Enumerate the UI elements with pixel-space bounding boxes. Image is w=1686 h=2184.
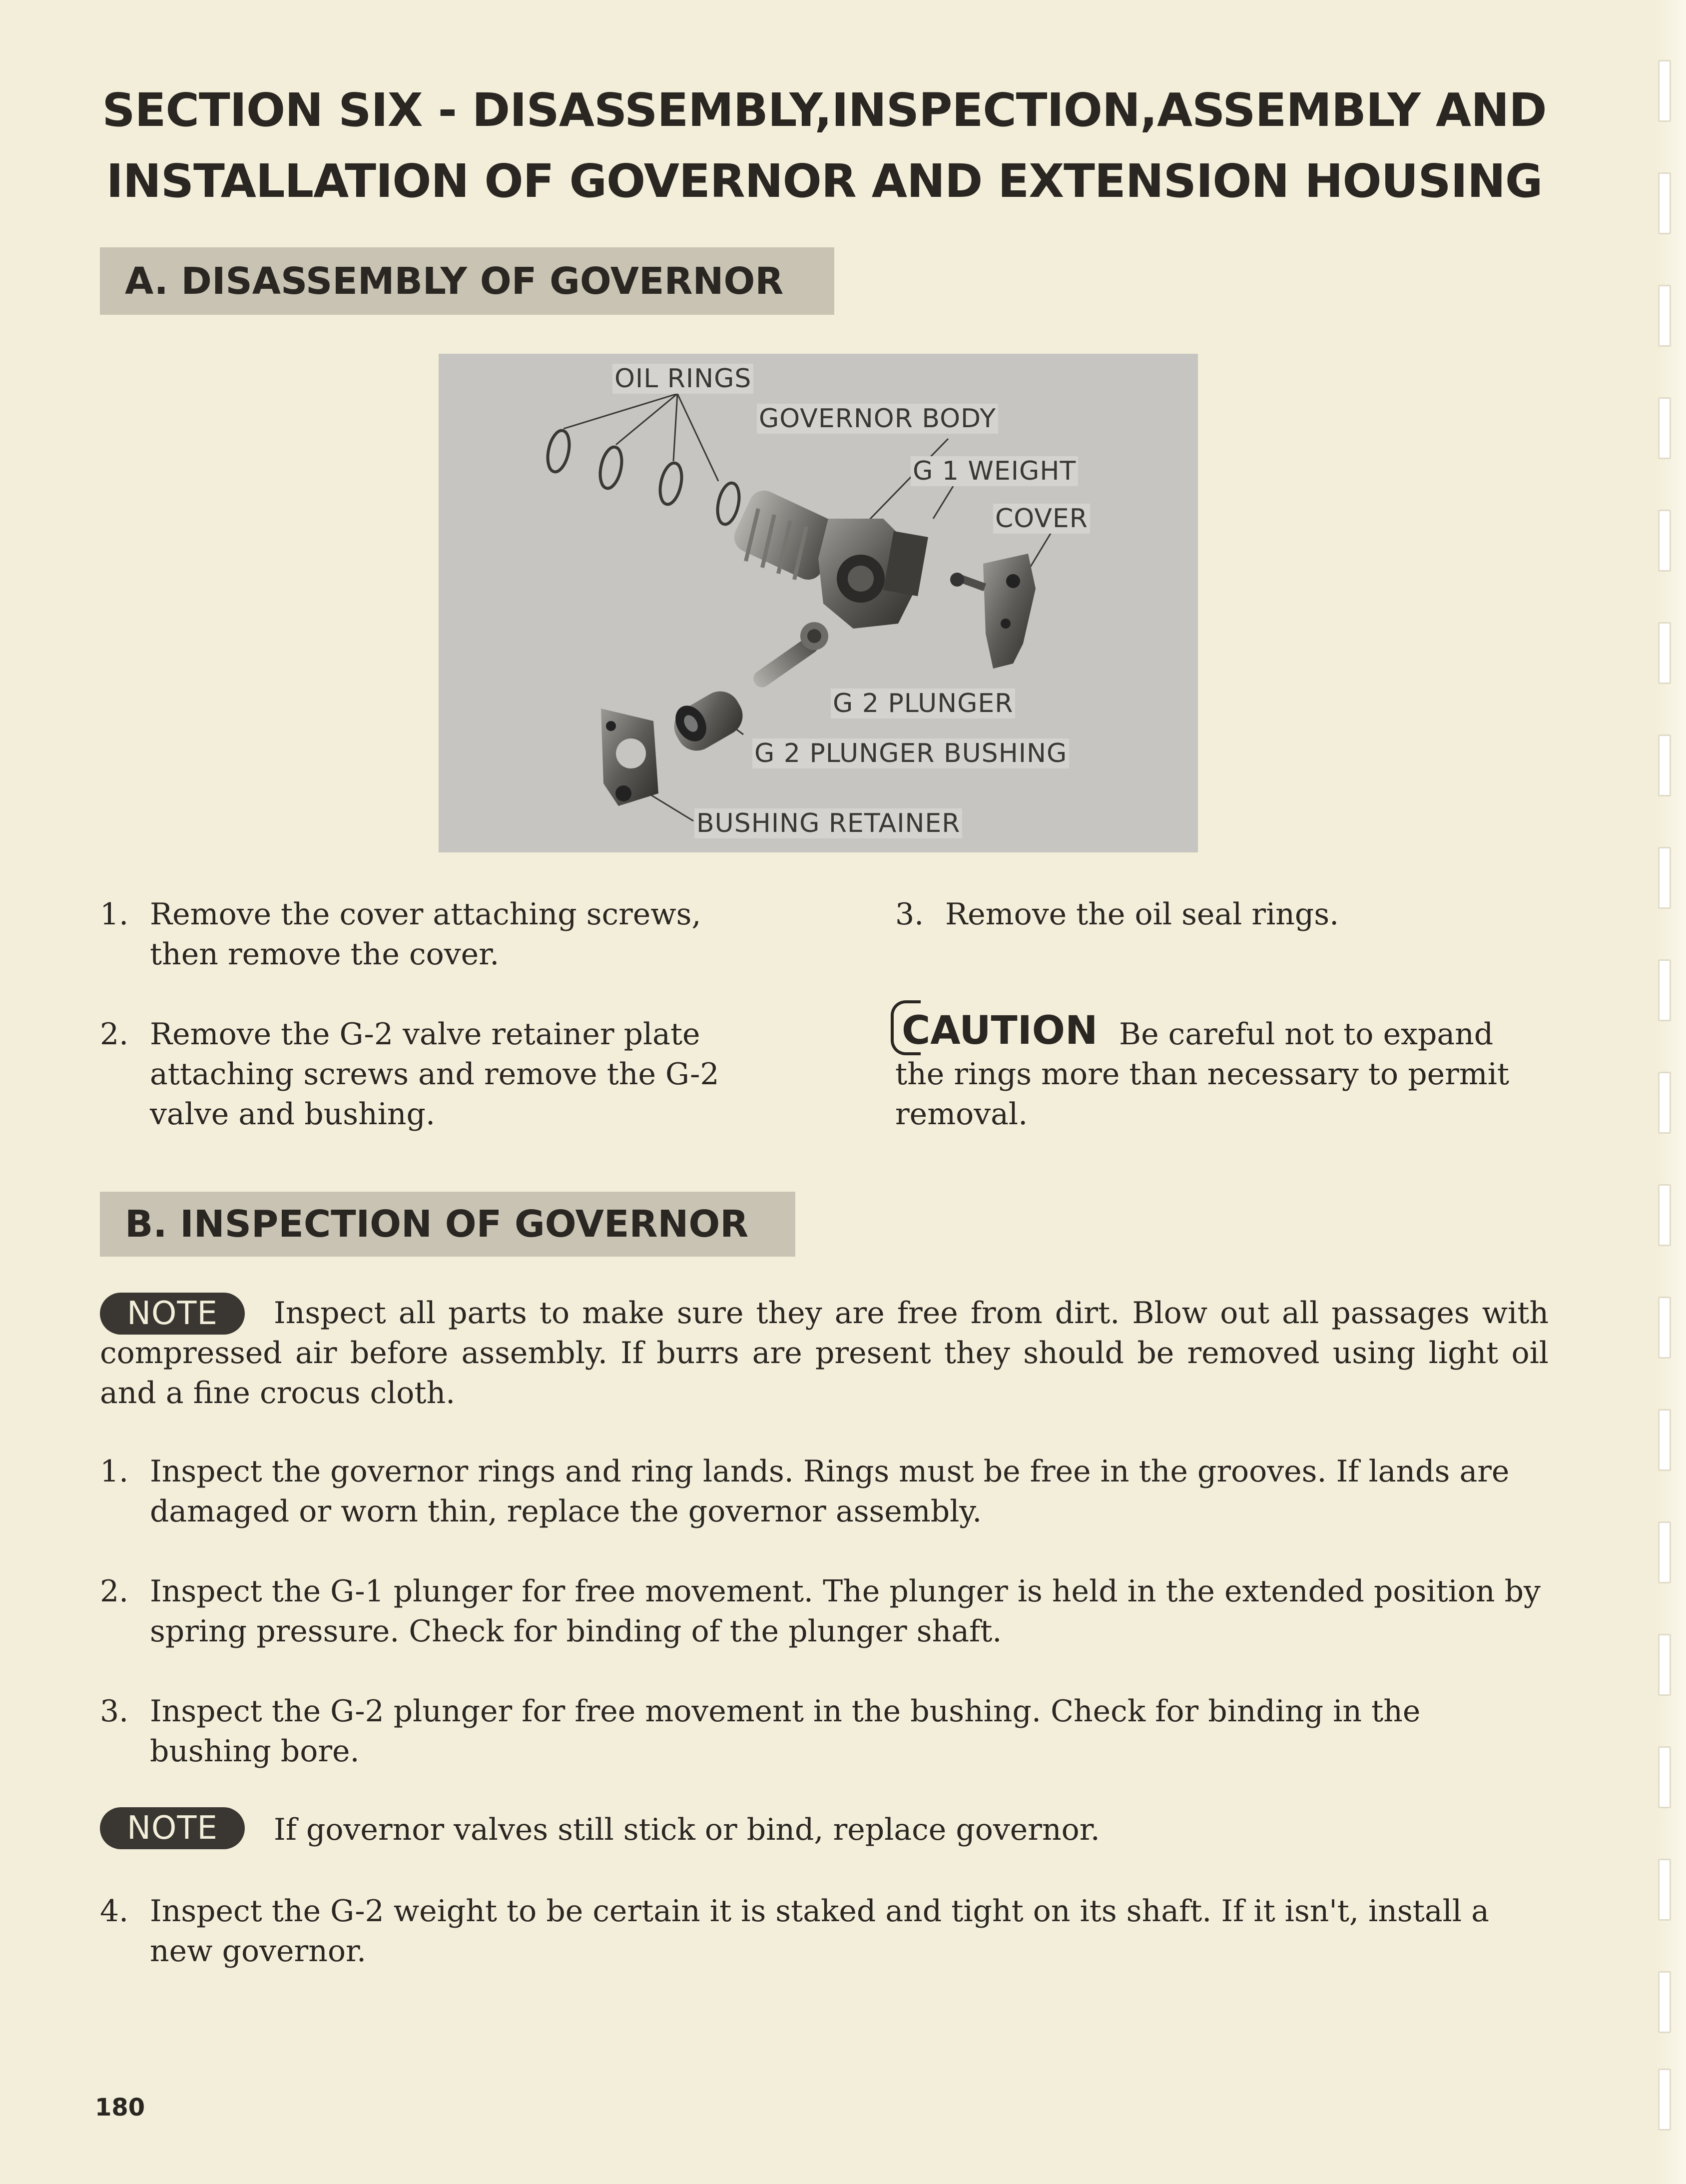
step-text: Remove the G-2 valve retainer plate attaching screws and remove the G-2 valve and bushing.	[150, 1017, 719, 1132]
label-g2-plunger-bushing: G 2 PLUNGER BUSHING	[752, 738, 1069, 768]
label-governor-body: GOVERNOR BODY	[757, 404, 998, 434]
binder-punch	[1658, 1072, 1671, 1134]
caution-text: Be careful not to expand the rings more than necessary to permit removal.	[895, 1017, 1510, 1132]
inspection-step-4	[100, 1891, 1549, 1971]
binder-punch	[1658, 1971, 1671, 2033]
caution-label-text: CAUTION	[902, 1008, 1098, 1053]
step-number: 2.	[100, 1017, 129, 1052]
step-number: 1.	[100, 1454, 129, 1489]
step-number: 4.	[100, 1894, 129, 1929]
binder-punch	[1658, 285, 1671, 347]
step-number: 2.	[100, 1574, 129, 1609]
binder-punch	[1658, 172, 1671, 234]
label-g2-plunger: G 2 PLUNGER	[831, 689, 1015, 719]
note-text-2: If governor valves still stick or bind, replace governor.	[274, 1812, 1100, 1847]
binder-punch	[1658, 1297, 1671, 1359]
disassembly-step-2	[100, 1014, 749, 1134]
page-title-line-2: INSTALLATION OF GOVERNOR AND EXTENSION HOUSING	[106, 154, 1543, 208]
step-text: Remove the cover attaching screws, then remove the cover.	[150, 897, 701, 972]
binder-punch	[1658, 734, 1671, 796]
binder-punch	[1658, 1634, 1671, 1696]
disassembly-step-1	[100, 894, 769, 974]
cover-part	[950, 554, 1036, 669]
inspection-step-2	[100, 1571, 1549, 1651]
step-number: 3.	[895, 897, 924, 932]
note-badge: NOTE	[100, 1293, 245, 1335]
binder-punch	[1658, 2069, 1671, 2131]
disassembly-step-3	[895, 894, 1545, 934]
inspection-step-3	[100, 1691, 1549, 1771]
label-cover: COVER	[993, 504, 1090, 534]
governor-exploded-photo	[439, 354, 1198, 852]
page-title-line-1: SECTION SIX - DISASSEMBLY,INSPECTION,ASSEMBLY AND	[102, 83, 1547, 137]
step-text: Inspect the G-1 plunger for free movement. The plunger is held in the extended position by spring pressure. Check for binding of the plunger shaft.	[150, 1574, 1541, 1649]
step-text: Inspect the governor rings and ring lands. Rings must be free in the grooves. If lands are damaged or worn thin, replace the governor assembly.	[150, 1454, 1510, 1529]
bushing-retainer-part	[601, 709, 658, 806]
label-oil-rings: OIL RINGS	[612, 364, 753, 394]
binder-punch	[1658, 622, 1671, 684]
step-number: 1.	[100, 897, 129, 932]
g2-plunger-part	[750, 622, 828, 691]
step-text: Inspect the G-2 plunger for free movement in the bushing. Check for binding in the bushing bore.	[150, 1694, 1421, 1769]
binder-punch	[1658, 1859, 1671, 1921]
governor-body	[729, 486, 928, 629]
label-g1-weight: G 1 WEIGHT	[911, 456, 1078, 486]
note-badge-2: NOTE	[100, 1807, 245, 1849]
section-a-heading: A. DISASSEMBLY OF GOVERNOR	[100, 247, 834, 315]
section-b-heading: B. INSPECTION OF GOVERNOR	[100, 1192, 795, 1257]
oil-rings-group	[545, 429, 743, 526]
oil-ring-3	[657, 461, 685, 506]
g2-plunger-bushing-part	[667, 684, 750, 758]
inspection-step-1	[100, 1452, 1549, 1531]
binder-punch	[1658, 397, 1671, 459]
note-text: Inspect all parts to make sure they are free from dirt. Blow out all passages with compressed air before assembly. If burrs are present they should be removed using light oil and a fine crocus cloth.	[100, 1296, 1549, 1411]
oil-ring-1	[545, 429, 573, 474]
binder-punch	[1658, 1409, 1671, 1471]
binder-punch	[1658, 1746, 1671, 1808]
binder-punch	[1658, 1521, 1671, 1583]
step-number: 3.	[100, 1694, 129, 1729]
oil-ring-4	[714, 481, 743, 526]
binder-punch	[1658, 510, 1671, 572]
step-text: Remove the oil seal rings.	[945, 897, 1339, 932]
binder-punch	[1658, 847, 1671, 909]
binder-punch	[1658, 959, 1671, 1021]
label-bushing-retainer: BUSHING RETAINER	[694, 808, 962, 838]
binder-punch	[1658, 60, 1671, 122]
binder-punch	[1658, 1184, 1671, 1246]
oil-ring-2	[597, 445, 625, 490]
step-text: Inspect the G-2 weight to be certain it is staked and tight on its shaft. If it isn't, install a new governor.	[150, 1894, 1489, 1969]
page-number: 180	[95, 2094, 145, 2122]
page-title	[100, 75, 1549, 217]
